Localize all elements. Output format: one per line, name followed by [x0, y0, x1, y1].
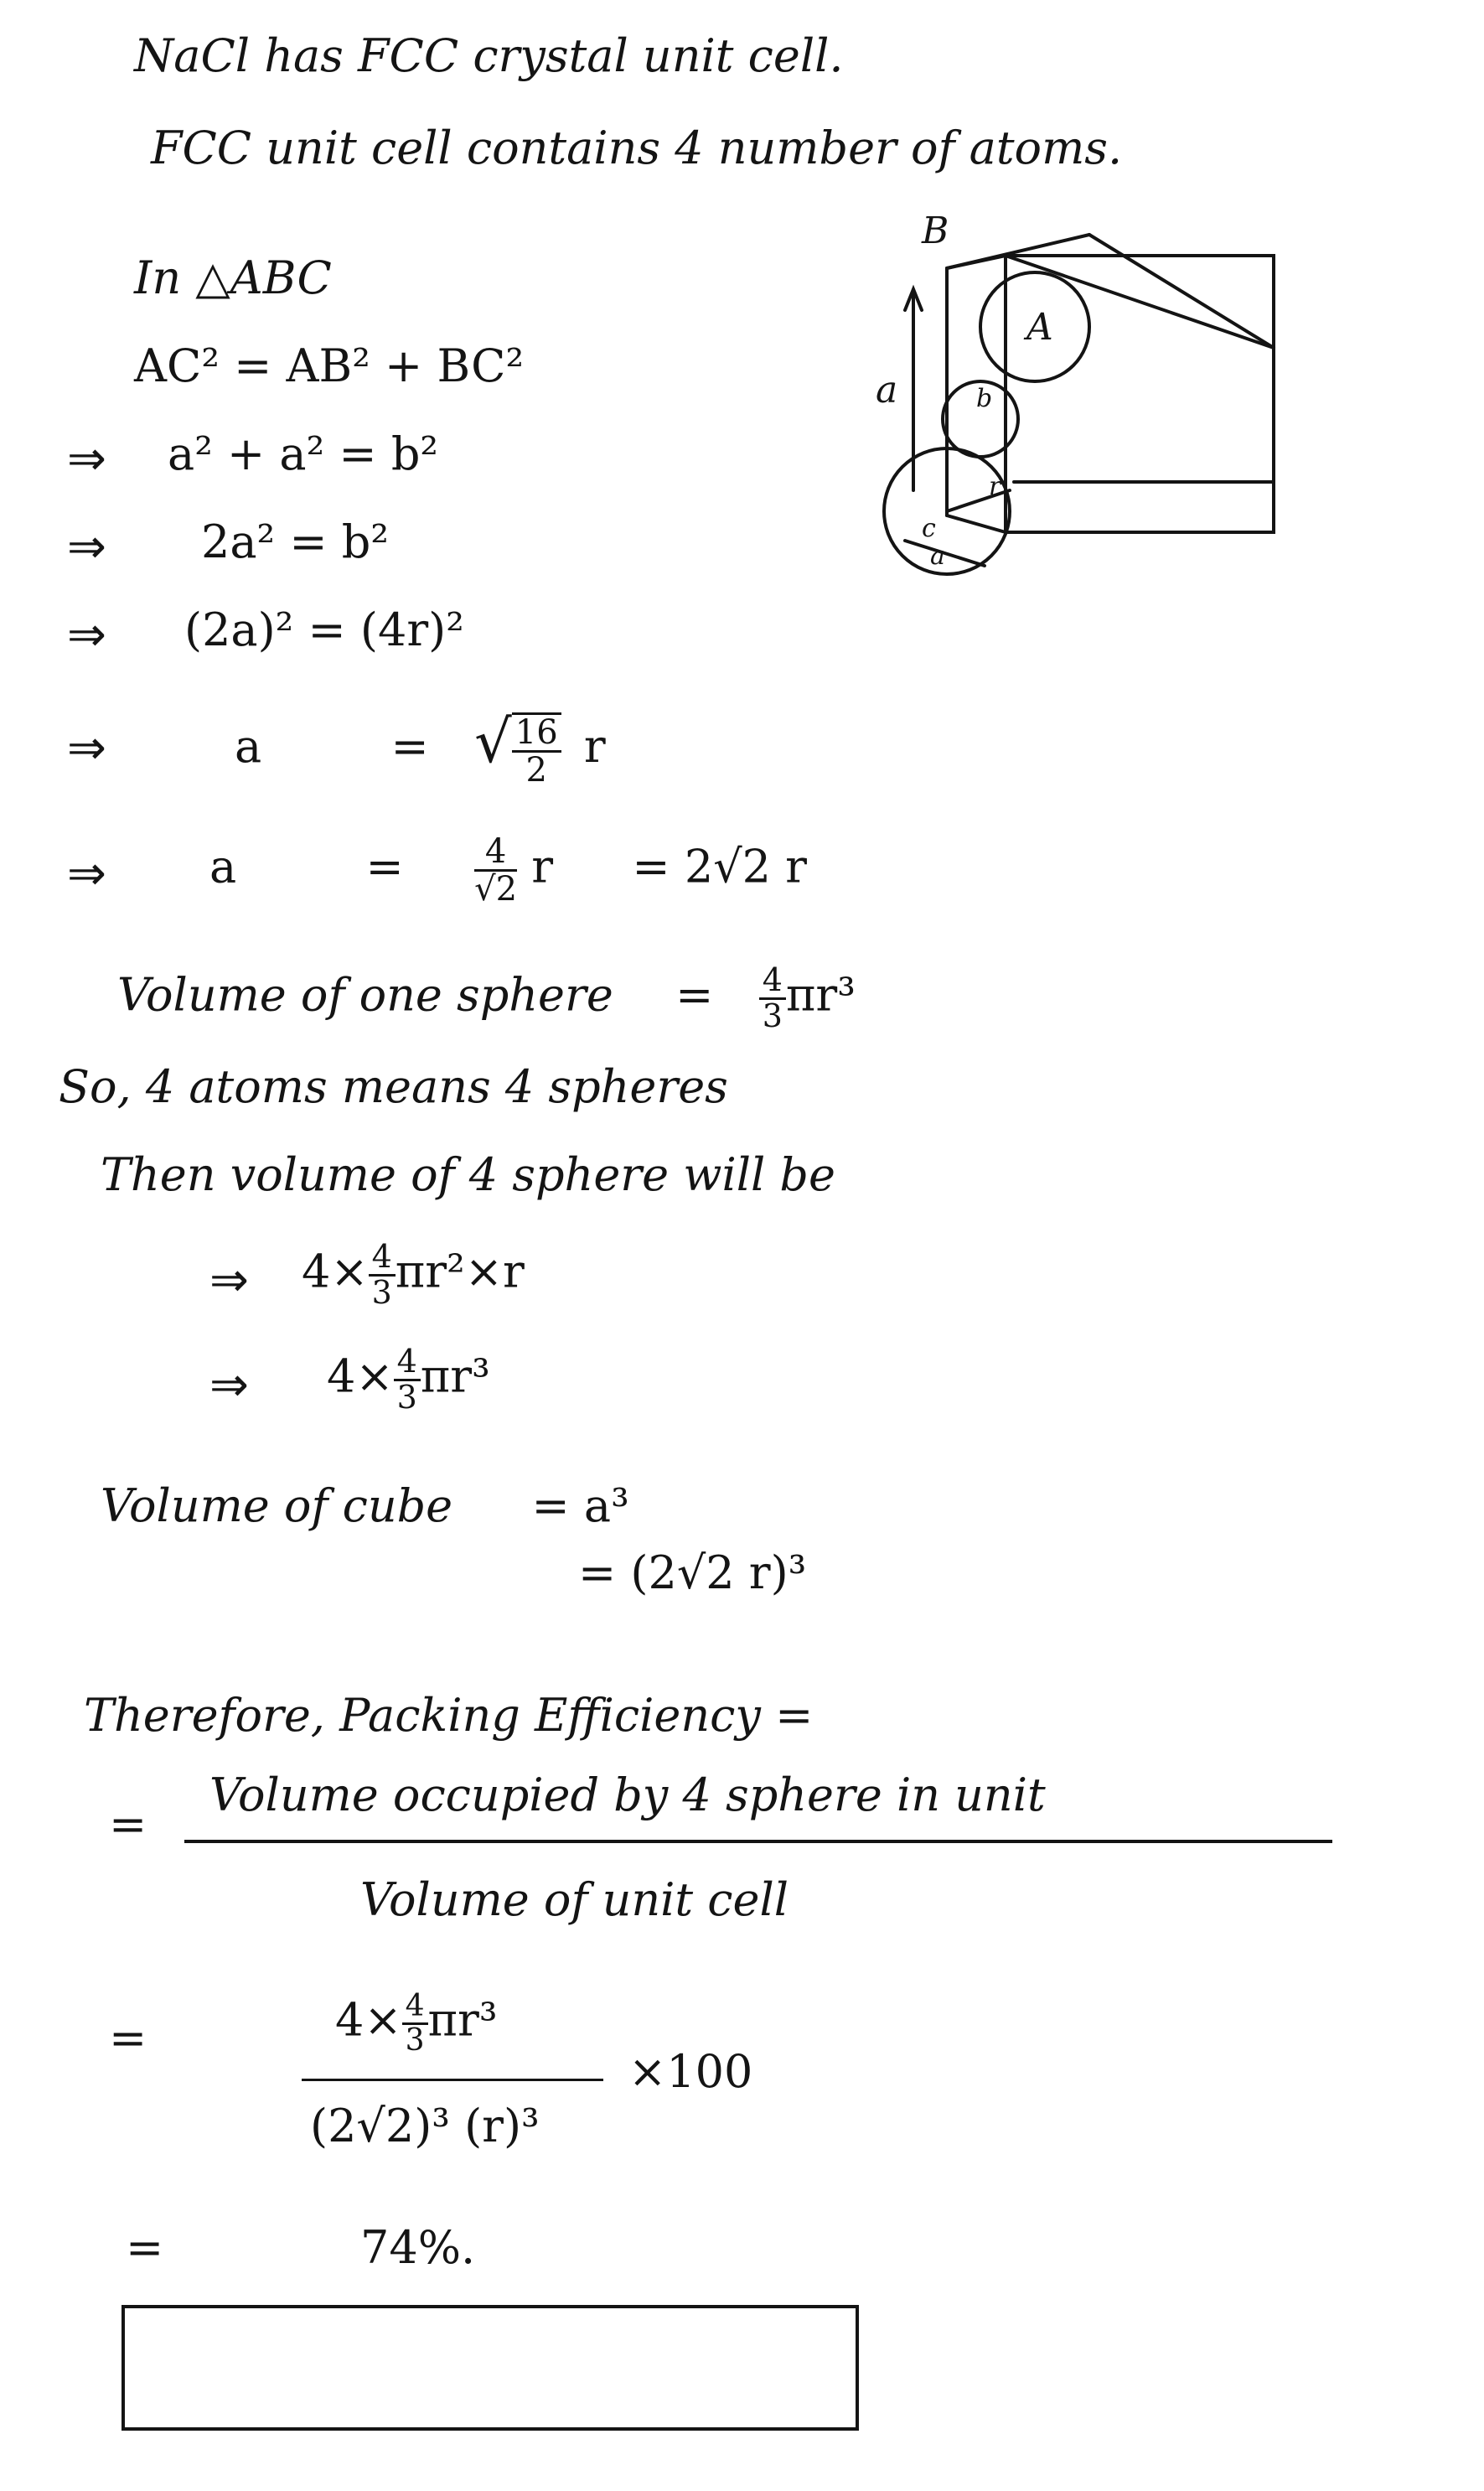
implies-arrow-4: ⇒ [67, 721, 106, 775]
fraction-numerator: 4 [474, 834, 517, 872]
equation-a-value [209, 834, 807, 907]
implies-arrow-7: ⇒ [209, 1358, 249, 1412]
fraction-numerator: 4 [402, 1991, 428, 2025]
times-hundred: ×100 [628, 2045, 753, 2098]
fraction-bar [184, 1840, 1332, 1843]
pi-r-cubed: πr³ [427, 1993, 498, 2047]
volume-four-spheres-1 [302, 1240, 525, 1310]
volume-one-sphere [117, 961, 856, 1034]
volume-cube-label: Volume of cube [101, 1479, 453, 1532]
fraction-numerator: 4 [759, 964, 786, 1000]
r-symbol: r [583, 720, 606, 773]
volume-of-cube [101, 1479, 629, 1532]
four-times: 4× [335, 1993, 402, 2047]
label-a-side: a [876, 369, 898, 412]
pi-r-cubed: πr³ [785, 968, 856, 1022]
label-B: B [922, 214, 949, 252]
equation-a2-plus-a2: a² + a² = b² [168, 427, 439, 480]
label-a-bottom: a [930, 541, 945, 571]
r-symbol: r [531, 840, 554, 893]
triangle-heading: In △ABC [134, 251, 332, 304]
efficiency-fraction-bar [302, 2079, 603, 2081]
equation-2a-squared: (2a)² = (4r)² [184, 603, 464, 656]
simplified-a: = 2√2 r [632, 840, 807, 893]
pi-r-squared-times-r: πr²×r [395, 1245, 525, 1298]
equals-sign-19: = [109, 2012, 147, 2064]
cube-edge [947, 235, 1089, 268]
statement-line-1: NaCl has FCC crystal unit cell. [134, 29, 844, 82]
four-atoms-line: So, 4 atoms means 4 spheres [59, 1060, 728, 1113]
cube-edge [947, 515, 1006, 532]
fraction-denominator: 3 [396, 1378, 417, 1416]
fraction-numerator-text: Volume occupied by 4 sphere in unit [209, 1769, 1046, 1821]
packing-efficiency-heading: Therefore, Packing Efficiency = [84, 1689, 814, 1742]
cube-back-face [1006, 256, 1274, 532]
answer-box [122, 2305, 859, 2431]
fraction-numerator: 4 [394, 1345, 421, 1381]
label-r: r [989, 472, 1001, 501]
pi-r-cubed: πr³ [420, 1349, 490, 1403]
pythagoras-equation: AC² = AB² + BC² [134, 339, 525, 392]
label-A: A [1026, 306, 1053, 349]
four-times: 4× [327, 1349, 394, 1403]
efficiency-denominator: (2√2)³ (r)³ [310, 2100, 540, 2152]
implies-arrow-6: ⇒ [209, 1253, 249, 1308]
fraction-denominator: 3 [371, 1273, 392, 1311]
implies-arrow-1: ⇒ [67, 432, 106, 486]
efficiency-result: 74%. [360, 2221, 476, 2274]
then-volume-line: Then volume of 4 sphere will be [101, 1148, 835, 1201]
radicand-denominator: 2 [525, 751, 547, 790]
implies-arrow-5: ⇒ [67, 847, 106, 901]
fraction-denominator: √2 [474, 870, 518, 909]
fraction-numerator: 4 [369, 1240, 396, 1277]
volume-label: Volume of one sphere [117, 968, 613, 1022]
implies-arrow-2: ⇒ [67, 520, 106, 574]
equals-sign: = [675, 968, 714, 1022]
equation-a-sqrt: a = √ $\frac{16}{2}$ r [235, 707, 606, 790]
equation-2a2: 2a² = b² [201, 515, 389, 568]
implies-arrow-3: ⇒ [67, 608, 106, 662]
fraction-denominator-text: Volume of unit cell [360, 1873, 789, 1926]
equals-sign: = [365, 840, 404, 893]
label-b: b [976, 384, 993, 413]
cube-volume-expansion: = (2√2 r)³ [578, 1546, 807, 1599]
label-c: c [922, 514, 936, 543]
fraction-denominator: 3 [762, 997, 783, 1034]
equals-sign-20: = [126, 2221, 164, 2274]
equals-sign-18: = [109, 1798, 147, 1851]
volume-four-spheres-2 [327, 1345, 490, 1415]
statement-line-2: FCC unit cell contains 4 number of atoms. [151, 122, 1123, 174]
radicand-numerator: 16 [512, 715, 561, 753]
equals-sign: = [390, 720, 429, 773]
a-symbol: a [235, 720, 262, 773]
efficiency-numerator [335, 1991, 497, 2057]
fraction-denominator: 3 [405, 2022, 425, 2058]
four-times: 4× [302, 1245, 369, 1298]
cube-edge [1089, 235, 1274, 348]
a-cubed: = a³ [531, 1479, 629, 1532]
fcc-unit-cell-diagram [838, 214, 1307, 616]
a-symbol: a [209, 840, 237, 893]
